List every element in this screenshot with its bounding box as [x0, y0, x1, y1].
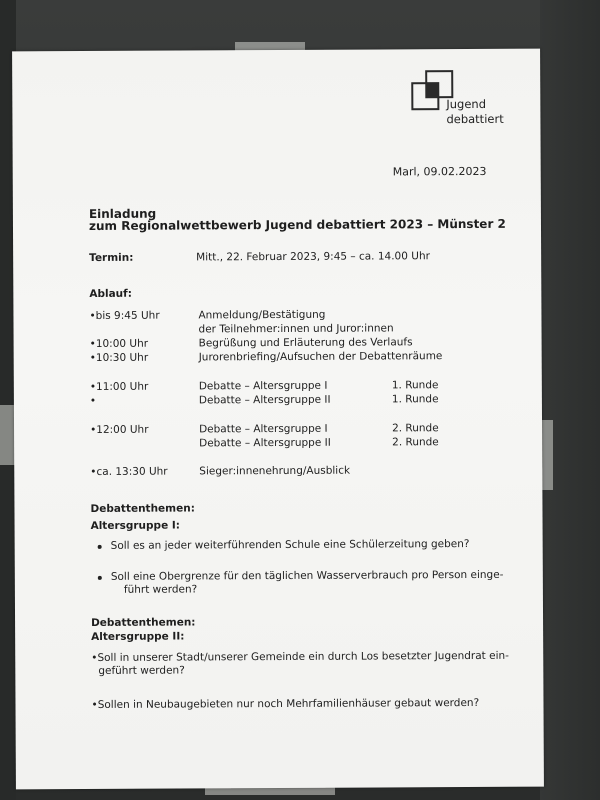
- schedule-event: Debatte – Altersgruppe I: [199, 422, 328, 436]
- place-date: Marl, 09.02.2023: [392, 164, 487, 179]
- schedule-time: •ca. 13:30 Uhr: [90, 465, 168, 478]
- schedule-round: 2. Runde: [392, 422, 439, 435]
- schedule-event: Debatte – Altersgruppe II: [199, 436, 331, 450]
- schedule-event: Debatte – Altersgruppe II: [198, 393, 331, 407]
- topic-question: Soll es an jeder weiterführenden Schule eine Schülerzeitung geben?: [110, 537, 470, 552]
- schedule-event: Begrüßung und Erläuterung des Verlaufs: [198, 336, 413, 350]
- door-edge-right: [540, 0, 600, 800]
- invitation-sheet: [12, 49, 544, 790]
- schedule-time: •11:00 Uhr: [89, 380, 149, 393]
- topics-heading: Debattenthemen:: [91, 616, 196, 629]
- schedule-time: •: [89, 394, 97, 407]
- title-line1: Einladung: [88, 206, 157, 221]
- topic-question: Soll eine Obergrenze für den täglichen Wasserverbrauch pro Person einge-: [110, 568, 504, 583]
- bullet-icon: [98, 545, 102, 549]
- schedule-round: 1. Runde: [391, 379, 439, 392]
- topic-question-cont: geführt werden?: [98, 664, 185, 677]
- ablauf-heading: Ablauf:: [89, 287, 132, 300]
- termin-label: Termin:: [89, 251, 134, 264]
- schedule-event: Jurorenbriefing/Aufsuchen der Debattenräume: [198, 350, 443, 364]
- schedule-time: •10:30 Uhr: [89, 351, 149, 364]
- title-line2: zum Regionalwettbewerb Jugend debattiert 2023 – Münster 2: [88, 216, 506, 233]
- schedule-time: •12:00 Uhr: [90, 423, 149, 436]
- logo-line1: Jugend: [446, 96, 487, 112]
- topic-question: •Sollen in Neubaugebieten nur noch Mehrfamilienhäuser gebaut werden?: [91, 696, 480, 711]
- logo-text: [446, 97, 503, 127]
- logo-line2: debattiert: [446, 111, 504, 127]
- schedule-round: 1. Runde: [391, 393, 439, 406]
- termin-value: Mitt., 22. Februar 2023, 9:45 – ca. 14.00 Uhr: [196, 250, 430, 264]
- topics-heading: Debattenthemen:: [90, 502, 195, 515]
- bullet-icon: [98, 576, 102, 580]
- topic-question: •Soll in unserer Stadt/unserer Gemeinde ein durch Los besetzter Jugendrat ein-: [91, 649, 509, 664]
- schedule-time: •bis 9:45 Uhr: [89, 309, 160, 322]
- schedule-round: 2. Runde: [392, 436, 439, 449]
- schedule-time: •10:00 Uhr: [89, 337, 149, 350]
- age-group-label: Altersgruppe II:: [91, 630, 185, 643]
- schedule-event: Debatte – Altersgruppe I: [198, 379, 328, 393]
- schedule-event: der Teilnehmer:innen und Juror:innen: [198, 322, 394, 336]
- schedule-event: Sieger:innenehrung/Ausblick: [199, 464, 351, 478]
- schedule-event: Anmeldung/Bestätigung: [198, 308, 326, 322]
- topic-question-cont: führt werden?: [123, 583, 198, 596]
- age-group-label: Altersgruppe I:: [90, 519, 180, 532]
